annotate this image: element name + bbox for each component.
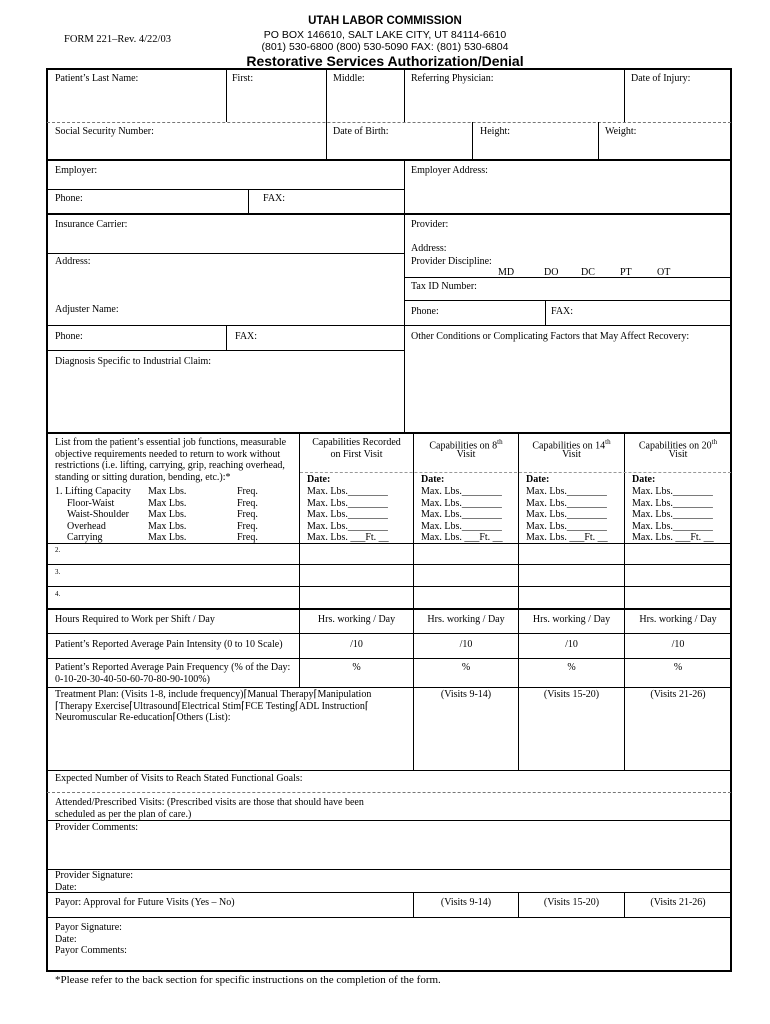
job-functions-instructions-3: restrictions (i.e. lifting, carrying, grip, reaching overhead, xyxy=(55,460,285,471)
provider-address-label: Address: xyxy=(411,243,447,254)
pain-frequency-label-2: 0-10-20-30-40-50-60-70-80-90-100%) xyxy=(55,673,210,685)
footer-note: *Please refer to the back section for specific instructions on the completion of the form. xyxy=(55,974,441,986)
pain-intensity-label: Patient’s Reported Average Pain Intensity (0 to 10 Scale) xyxy=(55,639,283,650)
patient-last-name-field[interactable] xyxy=(47,69,226,122)
fce-testing-checkbox[interactable]: ⌈ xyxy=(241,700,246,712)
provider-signature-label: Provider Signature: xyxy=(55,870,134,881)
pain-intensity-first[interactable]: /10 xyxy=(350,639,363,650)
col-20th-visit-header: Capabilities on 20th xyxy=(638,438,718,452)
v8-lifting-max[interactable]: Max. Lbs.________ xyxy=(421,486,502,497)
tax-id-field[interactable] xyxy=(480,278,731,300)
therapy-exercise-checkbox[interactable]: ⌈ xyxy=(55,700,59,712)
payor-signature-label: Payor Signature: xyxy=(55,922,122,933)
v8-floor-waist-max[interactable]: Max. Lbs.________ xyxy=(421,497,502,509)
treatment-plan-line2: ⌈Therapy Exercise⌈Ultrasound⌈Electrical Stim⌈FCE Testing⌈ADL Instruction⌈ xyxy=(55,700,369,712)
pain-frequency-label-1: Patient’s Reported Average Pain Frequency (% of the Day: xyxy=(55,662,291,673)
expected-visits-field[interactable] xyxy=(320,771,731,792)
page-title: Restorative Services Authorization/Denial xyxy=(246,53,524,69)
col-20th-visit-line2: Visit xyxy=(668,448,688,460)
job-row-floor-waist: Floor-Waist xyxy=(67,497,115,509)
referring-physician-field[interactable] xyxy=(405,69,624,122)
hours-14th[interactable]: Hrs. working / Day xyxy=(532,614,611,625)
hours-20th[interactable]: Hrs. working / Day xyxy=(639,614,717,625)
job-row-lifting-freq: Freq. xyxy=(237,486,258,497)
v20-lifting-max[interactable]: Max. Lbs.________ xyxy=(632,486,713,497)
v20-waist-shoulder-max[interactable]: Max. Lbs.________ xyxy=(632,509,713,520)
insurance-carrier-label: Insurance Carrier: xyxy=(55,219,128,230)
insurance-address-label: Address: xyxy=(55,256,91,267)
attended-visits-label-1: Attended/Prescribed Visits: (Prescribed visits are those that should have been xyxy=(55,797,364,808)
v14-floor-waist-max[interactable]: Max. Lbs.________ xyxy=(526,497,607,509)
pain-frequency-8th[interactable]: % xyxy=(461,662,471,673)
discipline-ot[interactable]: OT xyxy=(657,267,671,278)
payor-comments-label: Payor Comments: xyxy=(55,945,127,956)
v14-overhead-max[interactable]: Max. Lbs.________ xyxy=(526,520,607,532)
payor-visits-15-20[interactable]: (Visits 15-20) xyxy=(543,897,600,908)
job-row-waist-shoulder-max: Max Lbs. xyxy=(148,509,187,520)
provider-date-label: Date: xyxy=(55,881,77,893)
provider-phone-label: Phone: xyxy=(411,306,439,317)
provider-field[interactable] xyxy=(405,215,731,253)
first-floor-waist-max[interactable]: Max. Lbs.________ xyxy=(307,497,388,509)
employer-fax-label: FAX: xyxy=(263,193,286,204)
treatment-plan-line3: Neuromuscular Re-education⌈Others (List): xyxy=(55,712,231,723)
employer-phone-field[interactable] xyxy=(47,190,248,213)
provider-phone-field[interactable] xyxy=(405,301,545,325)
payor-visits-9-14[interactable]: (Visits 9-14) xyxy=(440,897,492,908)
ssn-field[interactable] xyxy=(47,123,326,159)
ssn-label: Social Security Number: xyxy=(55,126,154,137)
payor-comments-field[interactable] xyxy=(47,956,731,971)
v20-overhead-max[interactable]: Max. Lbs.________ xyxy=(632,520,713,532)
v20-carrying-max[interactable]: Max. Lbs. ___Ft. __ xyxy=(632,532,714,543)
discipline-dc[interactable]: DC xyxy=(581,267,595,278)
agency-address: PO BOX 146610, SALT LAKE CITY, UT 84114-6610 xyxy=(263,29,507,41)
provider-fax-label: FAX: xyxy=(551,306,574,317)
adl-checkbox-trailing[interactable]: ⌈ xyxy=(364,700,369,712)
job-functions-instructions-4: standing or sitting duration, bending, etc.):* xyxy=(55,471,231,483)
job-row-lifting: 1. Lifting Capacity xyxy=(55,486,131,497)
diagnosis-field[interactable] xyxy=(47,368,404,432)
adl-instruction-checkbox[interactable]: ⌈ xyxy=(295,700,299,712)
date-of-injury-field[interactable] xyxy=(625,69,731,122)
attended-visits-label-2: scheduled as per the plan of care.) xyxy=(55,808,192,820)
job-row-carrying: Carrying xyxy=(67,532,103,543)
patient-last-name-label: Patient’s Last Name: xyxy=(55,73,139,84)
employer-address-field[interactable] xyxy=(405,161,731,213)
expected-visits-label: Expected Number of Visits to Reach Stated Functional Goals: xyxy=(55,773,303,784)
first-name-field[interactable] xyxy=(227,69,326,122)
neuro-reeducation-checkbox[interactable]: ⌈ xyxy=(172,712,177,723)
middle-name-label: Middle: xyxy=(333,73,365,84)
job-row-3[interactable]: 3. xyxy=(55,568,61,576)
date-of-injury-label: Date of Injury: xyxy=(631,73,691,84)
payor-date-label: Date: xyxy=(55,933,77,945)
discipline-md[interactable]: MD xyxy=(498,267,515,278)
col-first-visit-line1: Capabilities Recorded xyxy=(312,437,401,448)
employer-field[interactable] xyxy=(47,161,404,189)
pain-intensity-8th[interactable]: /10 xyxy=(459,639,473,650)
treatment-visits-9-14: (Visits 9-14) xyxy=(440,689,492,700)
first-overhead-max[interactable]: Max. Lbs.________ xyxy=(307,520,388,532)
treatment-plan-line1: Treatment Plan: (Visits 1-8, include frequency)⌈Manual Therapy⌈Manipulation xyxy=(55,689,372,700)
ultrasound-checkbox[interactable]: ⌈ xyxy=(129,700,134,712)
v14-carrying-max[interactable]: Max. Lbs. ___Ft. __ xyxy=(526,532,608,543)
pain-frequency-first[interactable]: % xyxy=(352,662,361,673)
middle-name-field[interactable] xyxy=(327,69,404,122)
first-carrying-max[interactable]: Max. Lbs. ___Ft. __ xyxy=(307,532,389,543)
job-row-overhead: Overhead xyxy=(67,520,106,532)
diagnosis-label: Diagnosis Specific to Industrial Claim: xyxy=(55,356,212,367)
payor-approval-label: Payor: Approval for Future Visits (Yes – No) xyxy=(55,897,235,908)
v8-carrying-max[interactable]: Max. Lbs. ___Ft. __ xyxy=(421,532,503,543)
treatment-visits-21-26: (Visits 21-26) xyxy=(650,689,706,700)
discipline-pt[interactable]: PT xyxy=(620,267,632,278)
pain-intensity-20th[interactable]: /10 xyxy=(671,639,685,650)
job-row-2[interactable]: 2. xyxy=(55,546,61,554)
employer-address-label: Employer Address: xyxy=(411,165,488,176)
hours-required-label: Hours Required to Work per Shift / Day xyxy=(55,614,215,625)
hours-first[interactable]: Hrs. working / Day xyxy=(317,614,396,625)
provider-comments-field[interactable] xyxy=(47,834,731,869)
job-row-4[interactable]: 4. xyxy=(55,590,61,598)
v14-waist-shoulder-max[interactable]: Max. Lbs.________ xyxy=(526,509,607,520)
agency-phones: (801) 530-6800 (800) 530-5090 FAX: (801) 530-6804 xyxy=(261,41,509,53)
date-label-14th: Date: xyxy=(526,474,550,485)
v8-waist-shoulder-max[interactable]: Max. Lbs.________ xyxy=(421,509,502,520)
insurance-carrier-field[interactable] xyxy=(47,215,404,253)
manual-therapy-checkbox[interactable]: ⌈ xyxy=(243,689,248,700)
insurance-phone-label: Phone: xyxy=(55,331,83,342)
first-waist-shoulder-max[interactable]: Max. Lbs.________ xyxy=(307,509,388,520)
electrical-stim-checkbox[interactable]: ⌈ xyxy=(177,700,182,712)
job-functions-instructions-1: List from the patient’s essential job functions, measurable xyxy=(55,437,287,448)
employer-fax-field[interactable] xyxy=(249,190,404,213)
payor-visits-21-26[interactable]: (Visits 21-26) xyxy=(650,897,706,908)
provider-discipline-label: Provider Discipline: xyxy=(411,256,492,267)
job-row-waist-shoulder: Waist-Shoulder xyxy=(67,509,129,520)
date-label-20th: Date: xyxy=(632,474,656,485)
col-first-visit-line2: on First Visit xyxy=(330,448,383,460)
dob-label: Date of Birth: xyxy=(333,126,389,137)
provider-comments-label: Provider Comments: xyxy=(55,822,139,833)
provider-fax-field[interactable] xyxy=(546,301,731,325)
weight-field[interactable] xyxy=(599,123,731,159)
provider-label: Provider: xyxy=(411,219,449,230)
pain-intensity-14th[interactable]: /10 xyxy=(565,639,578,650)
insurance-fax-label: FAX: xyxy=(235,331,258,342)
col-8th-visit-line2: Visit xyxy=(456,448,476,460)
insurance-address-field[interactable] xyxy=(47,254,404,296)
job-row-waist-shoulder-freq: Freq. xyxy=(237,509,258,520)
weight-label: Weight: xyxy=(605,126,637,137)
job-row-carrying-freq: Freq. xyxy=(237,532,258,543)
height-label: Height: xyxy=(480,126,510,137)
job-row-overhead-max: Max Lbs. xyxy=(148,520,187,532)
pain-frequency-14th[interactable]: % xyxy=(567,662,576,673)
col-14th-visit-line2: Visit xyxy=(562,448,581,460)
adjuster-name-label: Adjuster Name: xyxy=(55,304,119,315)
job-row-floor-waist-freq: Freq. xyxy=(237,497,258,509)
other-conditions-label: Other Conditions or Complicating Factors that May Affect Recovery: xyxy=(411,331,690,342)
adjuster-name-field[interactable] xyxy=(47,297,404,325)
referring-physician-label: Referring Physician: xyxy=(411,73,494,84)
tax-id-label: Tax ID Number: xyxy=(411,281,477,292)
hours-8th[interactable]: Hrs. working / Day xyxy=(427,614,505,625)
v20-floor-waist-max[interactable]: Max. Lbs.________ xyxy=(632,497,713,509)
first-name-label: First: xyxy=(232,73,254,84)
job-functions-instructions-2: objective requirements needed to return to work without xyxy=(55,448,281,460)
col-14th-visit-header: Capabilities on 14th xyxy=(532,438,611,452)
dob-field[interactable] xyxy=(327,123,472,159)
date-label-8th: Date: xyxy=(421,474,445,485)
treatment-visits-15-20: (Visits 15-20) xyxy=(543,689,600,700)
v8-overhead-max[interactable]: Max. Lbs.________ xyxy=(421,520,502,532)
date-label-first: Date: xyxy=(307,474,331,485)
other-conditions-field[interactable] xyxy=(405,342,731,432)
job-row-overhead-freq: Freq. xyxy=(237,520,258,532)
employer-label: Employer: xyxy=(55,165,98,176)
job-row-floor-waist-max: Max Lbs. xyxy=(148,497,187,509)
manipulation-checkbox[interactable]: ⌈ xyxy=(313,689,318,700)
pain-frequency-20th[interactable]: % xyxy=(673,662,683,673)
height-field[interactable] xyxy=(473,123,598,159)
v14-lifting-max[interactable]: Max. Lbs.________ xyxy=(526,486,607,497)
insurance-phone-field[interactable] xyxy=(47,326,226,350)
col-8th-visit-header: Capabilities on 8th xyxy=(429,438,503,452)
first-lifting-max[interactable]: Max. Lbs.________ xyxy=(307,486,388,497)
employer-phone-label: Phone: xyxy=(55,193,83,204)
job-row-lifting-max: Max Lbs. xyxy=(148,486,187,497)
agency-name: UTAH LABOR COMMISSION xyxy=(308,15,462,27)
form-number: FORM 221–Rev. 4/22/03 xyxy=(64,34,171,45)
job-row-carrying-max: Max Lbs. xyxy=(148,532,187,543)
insurance-fax-field[interactable] xyxy=(227,326,404,350)
discipline-do[interactable]: DO xyxy=(544,267,559,278)
